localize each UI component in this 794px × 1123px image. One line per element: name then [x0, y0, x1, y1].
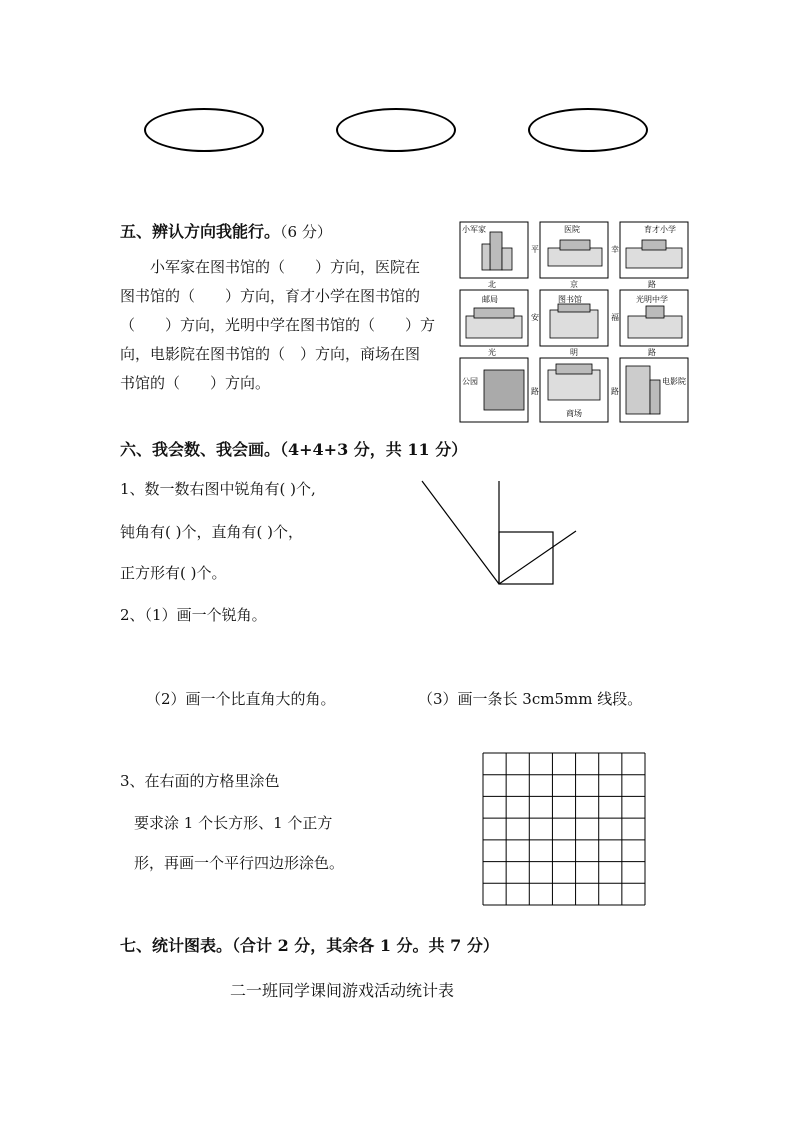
- place-label: 小军家: [462, 225, 486, 234]
- map-svg: [456, 220, 691, 424]
- section5-heading: [120, 221, 332, 243]
- road-char: 路: [531, 387, 539, 396]
- building-icon: [502, 248, 512, 270]
- para-line: （ ）方向，光明中学在图书馆的（ ）方: [120, 316, 436, 334]
- q3-line-2: 要求涂 1 个长方形、1 个正方: [134, 814, 333, 832]
- building-icon: [628, 316, 682, 338]
- para-line: 图书馆的（ ）方向，育才小学在图书馆的: [120, 287, 421, 305]
- q2-part-2: （2）画一个比直角大的角。: [146, 690, 336, 708]
- section5-paragraph: [120, 253, 455, 398]
- angle-ray: [422, 481, 499, 584]
- park-icon: [484, 370, 524, 410]
- q2-part-3: （3）画一条长 3cm5mm 线段。: [418, 690, 643, 708]
- road-char: 明: [570, 348, 578, 357]
- building-icon: [646, 306, 664, 318]
- road-char: 京: [570, 280, 578, 289]
- road-char: 路: [611, 387, 619, 396]
- building-icon: [626, 366, 650, 414]
- q3-line-3: 形，再画一个平行四边形涂色。: [134, 854, 345, 872]
- road-char: 路: [648, 280, 656, 289]
- place-label: 光明中学: [636, 295, 668, 304]
- para-line: 向，电影院在图书馆的（ ）方向，商场在图: [120, 345, 421, 363]
- coloring-grid[interactable]: [482, 752, 646, 910]
- table-title: 二一班同学课间游戏活动统计表: [230, 981, 455, 1000]
- place-label: 图书馆: [558, 295, 582, 304]
- road-char: 幸: [611, 245, 619, 254]
- section7-heading: 七、统计图表。（合计 2 分，其余各 1 分。共 7 分）: [120, 936, 499, 955]
- building-icon: [490, 232, 502, 270]
- building-icon: [548, 248, 602, 266]
- q1-line-1: 1、数一数右图中锐角有( )个,: [120, 480, 316, 498]
- building-icon: [556, 364, 592, 374]
- place-label: 电影院: [662, 377, 686, 386]
- building-icon: [482, 244, 490, 270]
- answer-ellipse-1: [144, 108, 264, 152]
- angle-figure: [418, 478, 582, 588]
- building-icon: [474, 308, 514, 318]
- place-label: 育才小学: [644, 225, 676, 234]
- building-icon: [560, 240, 590, 250]
- road-char: 福: [611, 313, 619, 322]
- q2-part-1: 2、（1）画一个锐角。: [120, 606, 267, 624]
- q3-line-1: 3、在右面的方格里涂色: [120, 772, 280, 790]
- building-icon: [650, 380, 660, 414]
- q1-line-2: 钝角有( )个，直角有( )个，: [120, 523, 303, 541]
- place-label: 公园: [462, 377, 478, 386]
- q1-line-3: 正方形有( )个。: [120, 564, 227, 582]
- building-icon: [548, 370, 600, 400]
- section5-score: （6 分）: [280, 223, 332, 241]
- para-line: 书馆的（ ）方向。: [120, 374, 271, 392]
- answer-ellipse-3: [528, 108, 648, 152]
- place-label: 邮局: [482, 295, 498, 304]
- road-char: 路: [648, 348, 656, 357]
- road-char: 光: [488, 348, 496, 357]
- building-icon: [466, 316, 522, 338]
- square-shape: [499, 532, 553, 584]
- road-char: 安: [531, 313, 539, 322]
- place-label: 医院: [564, 225, 580, 234]
- building-icon: [626, 248, 682, 268]
- section5-title: 五、辨认方向我能行。: [120, 222, 281, 241]
- direction-map: [456, 220, 691, 424]
- section6-heading: 六、我会数、我会画。（4+4+3 分，共 11 分）: [120, 440, 468, 459]
- para-line: 小军家在图书馆的（ ）方向，医院在: [150, 258, 421, 276]
- building-icon: [550, 310, 598, 338]
- road-char: 平: [531, 245, 539, 254]
- building-icon: [558, 304, 590, 312]
- place-label: 商场: [566, 409, 582, 418]
- angle-ray: [499, 531, 576, 584]
- road-char: 北: [488, 280, 496, 289]
- building-icon: [642, 240, 666, 250]
- grid-svg[interactable]: [482, 752, 646, 906]
- answer-ellipse-2: [336, 108, 456, 152]
